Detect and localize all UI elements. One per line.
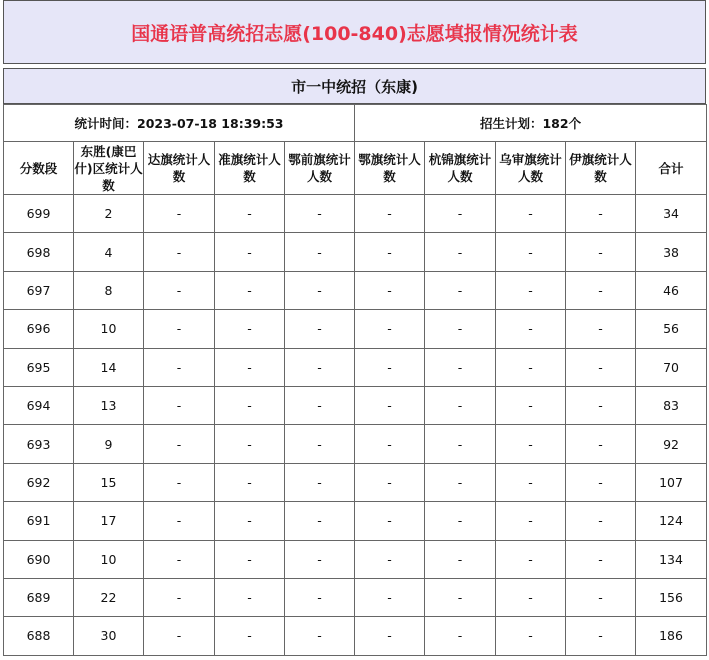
table-cell: -	[566, 233, 636, 271]
table-cell: -	[355, 310, 425, 348]
table-cell: 690	[4, 540, 74, 578]
table-cell: -	[566, 502, 636, 540]
table-cell: -	[355, 578, 425, 616]
table-cell: 10	[74, 310, 144, 348]
subtitle-bar	[3, 68, 706, 104]
info-row	[4, 105, 707, 142]
table-cell: -	[425, 502, 496, 540]
table-cell: -	[425, 195, 496, 233]
table-cell: -	[496, 463, 566, 501]
table-cell: -	[285, 502, 355, 540]
table-cell: 70	[636, 348, 707, 386]
table-cell: -	[566, 195, 636, 233]
column-header: 准旗统计人数	[215, 142, 285, 195]
table-row	[4, 425, 707, 463]
table-row	[4, 195, 707, 233]
table-cell: 14	[74, 348, 144, 386]
table-cell: -	[285, 425, 355, 463]
table-cell: -	[144, 310, 215, 348]
table-cell: 186	[636, 617, 707, 655]
table-header-row	[4, 142, 707, 195]
stats-table	[3, 104, 707, 656]
table-cell: 696	[4, 310, 74, 348]
table-cell: -	[285, 578, 355, 616]
table-cell: 694	[4, 386, 74, 424]
table-cell: -	[355, 463, 425, 501]
table-cell: -	[425, 271, 496, 309]
table-cell: -	[144, 578, 215, 616]
table-cell: -	[496, 310, 566, 348]
table-row	[4, 386, 707, 424]
table-cell: -	[215, 540, 285, 578]
table-cell: -	[496, 617, 566, 655]
column-header: 达旗统计人数	[144, 142, 215, 195]
table-cell: 134	[636, 540, 707, 578]
table-cell: 9	[74, 425, 144, 463]
table-cell: -	[144, 195, 215, 233]
table-row	[4, 310, 707, 348]
table-cell: 124	[636, 502, 707, 540]
table-cell: 691	[4, 502, 74, 540]
table-cell: -	[144, 233, 215, 271]
table-cell: -	[566, 578, 636, 616]
table-row	[4, 271, 707, 309]
table-cell: -	[566, 463, 636, 501]
table-cell: -	[215, 310, 285, 348]
table-cell: -	[425, 425, 496, 463]
table-cell: 46	[636, 271, 707, 309]
table-cell: -	[355, 233, 425, 271]
table-cell: 56	[636, 310, 707, 348]
table-cell: -	[215, 233, 285, 271]
table-cell: -	[566, 540, 636, 578]
stats-report	[3, 0, 706, 656]
table-cell: -	[215, 578, 285, 616]
column-header: 分数段	[4, 142, 74, 195]
title-bar	[3, 0, 706, 64]
table-cell: -	[144, 271, 215, 309]
table-cell: -	[496, 502, 566, 540]
enrollment-plan: 招生计划：182个	[355, 105, 707, 142]
table-row	[4, 617, 707, 655]
column-header: 杭锦旗统计人数	[425, 142, 496, 195]
table-cell: -	[215, 386, 285, 424]
table-row	[4, 578, 707, 616]
table-cell: -	[496, 233, 566, 271]
table-cell: -	[355, 348, 425, 386]
table-row	[4, 463, 707, 501]
table-cell: -	[496, 578, 566, 616]
table-body	[4, 195, 707, 656]
table-cell: -	[144, 425, 215, 463]
table-cell: 38	[636, 233, 707, 271]
table-cell: -	[566, 617, 636, 655]
table-cell: -	[215, 271, 285, 309]
page-subtitle: 市一中统招（东康)	[291, 77, 418, 96]
table-cell: 83	[636, 386, 707, 424]
column-header: 东胜(康巴什)区统计人数	[74, 143, 143, 193]
table-cell: -	[355, 271, 425, 309]
table-cell: -	[566, 271, 636, 309]
table-row	[4, 233, 707, 271]
table-cell: -	[425, 233, 496, 271]
table-cell: -	[496, 425, 566, 463]
table-cell: 695	[4, 348, 74, 386]
column-header: 乌审旗统计人数	[496, 142, 566, 195]
table-cell: 30	[74, 617, 144, 655]
table-row	[4, 348, 707, 386]
table-row	[4, 502, 707, 540]
table-cell: -	[496, 195, 566, 233]
table-cell: 34	[636, 195, 707, 233]
table-cell: -	[355, 540, 425, 578]
column-header: 鄂前旗统计人数	[285, 142, 355, 195]
table-cell: -	[355, 617, 425, 655]
table-cell: 699	[4, 195, 74, 233]
table-cell: -	[285, 348, 355, 386]
table-cell: -	[425, 540, 496, 578]
table-cell: -	[285, 271, 355, 309]
table-cell: -	[425, 386, 496, 424]
table-cell: -	[215, 502, 285, 540]
table-cell: -	[144, 463, 215, 501]
table-cell: -	[355, 195, 425, 233]
table-cell: -	[285, 195, 355, 233]
table-cell: 17	[74, 502, 144, 540]
stat-time: 统计时间：2023-07-18 18:39:53	[4, 105, 355, 142]
table-cell: -	[425, 617, 496, 655]
table-cell: -	[496, 348, 566, 386]
table-cell: -	[566, 386, 636, 424]
table-cell: 107	[636, 463, 707, 501]
table-cell: 92	[636, 425, 707, 463]
table-cell: 10	[74, 540, 144, 578]
table-cell: 22	[74, 578, 144, 616]
table-cell: 698	[4, 233, 74, 271]
table-cell: 689	[4, 578, 74, 616]
table-cell: -	[215, 425, 285, 463]
table-cell: -	[285, 386, 355, 424]
table-cell: -	[285, 540, 355, 578]
table-cell: -	[566, 425, 636, 463]
table-cell: 2	[74, 195, 144, 233]
table-cell: -	[425, 578, 496, 616]
table-cell: -	[355, 386, 425, 424]
table-row	[4, 540, 707, 578]
table-cell: -	[144, 540, 215, 578]
table-cell: 693	[4, 425, 74, 463]
table-cell: 15	[74, 463, 144, 501]
table-cell: -	[215, 463, 285, 501]
table-cell: -	[144, 348, 215, 386]
table-cell: 4	[74, 233, 144, 271]
column-header: 鄂旗统计人数	[355, 142, 425, 195]
table-cell: -	[144, 502, 215, 540]
table-cell: -	[144, 617, 215, 655]
column-header: 伊旗统计人数	[566, 142, 636, 195]
table-cell: -	[566, 310, 636, 348]
page-title: 国通语普高统招志愿(100-840)志愿填报情况统计表	[131, 22, 578, 45]
table-cell: 697	[4, 271, 74, 309]
table-cell: 688	[4, 617, 74, 655]
table-cell: -	[425, 310, 496, 348]
table-cell: -	[496, 540, 566, 578]
table-cell: -	[285, 233, 355, 271]
table-cell: -	[144, 386, 215, 424]
table-cell: 692	[4, 463, 74, 501]
table-cell: -	[425, 348, 496, 386]
table-cell: -	[285, 310, 355, 348]
table-cell: -	[215, 195, 285, 233]
table-cell: -	[285, 617, 355, 655]
table-cell: 8	[74, 271, 144, 309]
table-cell: -	[215, 348, 285, 386]
column-header: 合计	[636, 142, 707, 195]
table-cell: 156	[636, 578, 707, 616]
table-cell: -	[425, 463, 496, 501]
table-cell: -	[566, 348, 636, 386]
table-cell: -	[496, 271, 566, 309]
table-cell: -	[215, 617, 285, 655]
table-cell: 13	[74, 386, 144, 424]
table-cell: -	[496, 386, 566, 424]
table-cell: -	[285, 463, 355, 501]
table-cell: -	[355, 425, 425, 463]
table-cell: -	[355, 502, 425, 540]
